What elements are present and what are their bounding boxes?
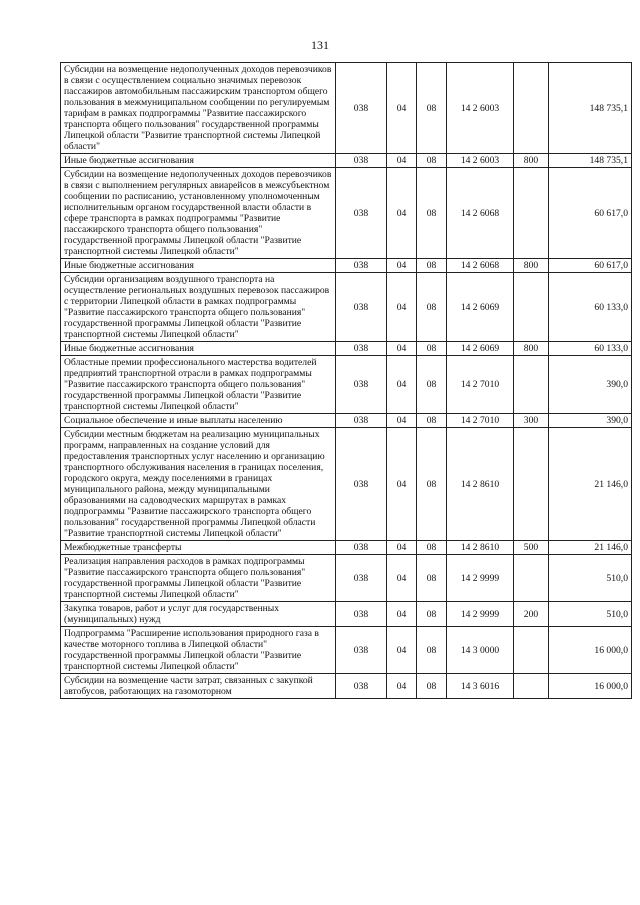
row-name-cell: Субсидии местным бюджетам на реализацию муниципальных программ, направленных на создание условий для предоставления транспортных услуг населению и организацию транспортного обслуживания населения в границах поселения, городского округа, между поселениями в границах муниципального района, между муниципальными образованиями на садоводческих маршрутах в рамках подпрограммы "Развитие пассажирского транспорта общего пользования" государственной программы Липецкой области "Развитие транспортной системы Липецкой области" xyxy=(61,428,336,541)
table-row xyxy=(61,259,632,273)
target-article-cell: 14 2 6003 xyxy=(447,154,514,168)
amount-cell: 16 000,0 xyxy=(549,627,632,674)
amount-cell: 390,0 xyxy=(549,356,632,414)
target-article-cell: 14 3 6016 xyxy=(447,674,514,699)
expense-type-cell xyxy=(514,627,549,674)
target-article-cell: 14 2 6003 xyxy=(447,63,514,154)
admin-code-cell: 038 xyxy=(336,602,387,627)
admin-code-cell: 038 xyxy=(336,63,387,154)
target-article-cell: 14 2 7010 xyxy=(447,414,514,428)
section-code-cell: 04 xyxy=(387,259,417,273)
target-article-cell: 14 2 6069 xyxy=(447,342,514,356)
row-name-cell: Субсидии организациям воздушного транспорта на осуществление региональных воздушных перевозок пассажиров с территории Липецкой области в рамках подпрограммы "Развитие пассажирского транспорта общего пользования" государственной программы Липецкой области "Развитие транспортной системы Липецкой области" xyxy=(61,273,336,342)
section-code-cell: 04 xyxy=(387,555,417,602)
target-article-cell: 14 2 7010 xyxy=(447,356,514,414)
amount-cell: 21 146,0 xyxy=(549,428,632,541)
row-name-cell: Субсидии на возмещение недополученных доходов перевозчиков в связи с осуществлением социально значимых перевозок пассажиров автомобильным пассажирским транспортом общего пользования в межмуниципальном сообщении по регулируемым тарифам в рамках подпрограммы "Развитие пассажирского транспорта общего пользования" государственной программы Липецкой области "Развитие транспортной системы Липецкой области" xyxy=(61,63,336,154)
section-code-cell: 04 xyxy=(387,674,417,699)
amount-cell: 60 617,0 xyxy=(549,168,632,259)
expense-type-cell: 800 xyxy=(514,259,549,273)
amount-cell: 21 146,0 xyxy=(549,541,632,555)
amount-cell: 510,0 xyxy=(549,602,632,627)
table-row xyxy=(61,168,632,259)
row-name-cell: Подпрограмма "Расширение использования природного газа в качестве моторного топлива в Липецкой области" государственной программы Липецкой области "Развитие транспортной системы Липецкой области" xyxy=(61,627,336,674)
table-row xyxy=(61,428,632,541)
row-name-cell: Социальное обеспечение и иные выплаты населению xyxy=(61,414,336,428)
admin-code-cell: 038 xyxy=(336,356,387,414)
section-code-cell: 04 xyxy=(387,428,417,541)
subsection-code-cell: 08 xyxy=(417,356,447,414)
target-article-cell: 14 2 9999 xyxy=(447,555,514,602)
row-name-cell: Реализация направления расходов в рамках подпрограммы "Развитие пассажирского транспорта общего пользования" государственной программы Липецкой области "Развитие транспортной системы Липецкой области" xyxy=(61,555,336,602)
expense-type-cell xyxy=(514,555,549,602)
subsection-code-cell: 08 xyxy=(417,541,447,555)
table-row xyxy=(61,342,632,356)
subsection-code-cell: 08 xyxy=(417,627,447,674)
admin-code-cell: 038 xyxy=(336,259,387,273)
target-article-cell: 14 2 8610 xyxy=(447,428,514,541)
section-code-cell: 04 xyxy=(387,541,417,555)
row-name-cell: Межбюджетные трансферты xyxy=(61,541,336,555)
amount-cell: 16 000,0 xyxy=(549,674,632,699)
amount-cell: 148 735,1 xyxy=(549,154,632,168)
expense-type-cell xyxy=(514,273,549,342)
expense-type-cell xyxy=(514,168,549,259)
subsection-code-cell: 08 xyxy=(417,602,447,627)
admin-code-cell: 038 xyxy=(336,627,387,674)
expense-type-cell xyxy=(514,428,549,541)
page-number: 131 xyxy=(311,38,329,52)
amount-cell: 148 735,1 xyxy=(549,63,632,154)
admin-code-cell: 038 xyxy=(336,674,387,699)
row-name-cell: Иные бюджетные ассигнования xyxy=(61,154,336,168)
subsection-code-cell: 08 xyxy=(417,154,447,168)
subsection-code-cell: 08 xyxy=(417,342,447,356)
expense-type-cell xyxy=(514,63,549,154)
section-code-cell: 04 xyxy=(387,273,417,342)
amount-cell: 510,0 xyxy=(549,555,632,602)
subsection-code-cell: 08 xyxy=(417,414,447,428)
budget-table-body xyxy=(61,63,632,699)
table-row xyxy=(61,627,632,674)
section-code-cell: 04 xyxy=(387,154,417,168)
table-row xyxy=(61,273,632,342)
target-article-cell: 14 2 9999 xyxy=(447,602,514,627)
row-name-cell: Субсидии на возмещение недополученных доходов перевозчиков в связи с выполнением регулярных авиарейсов в межсубъектном сообщении по расписанию, установленному уполномоченным исполнительным органом государственной власти области в сфере транспорта в рамках подпрограммы "Развитие пассажирского транспорта общего пользования" государственной программы Липецкой области "Развитие транспортной системы Липецкой области" xyxy=(61,168,336,259)
expense-type-cell: 300 xyxy=(514,414,549,428)
admin-code-cell: 038 xyxy=(336,414,387,428)
table-row xyxy=(61,602,632,627)
subsection-code-cell: 08 xyxy=(417,555,447,602)
subsection-code-cell: 08 xyxy=(417,259,447,273)
expense-type-cell: 200 xyxy=(514,602,549,627)
admin-code-cell: 038 xyxy=(336,555,387,602)
expense-type-cell xyxy=(514,674,549,699)
expense-type-cell xyxy=(514,356,549,414)
section-code-cell: 04 xyxy=(387,627,417,674)
admin-code-cell: 038 xyxy=(336,168,387,259)
target-article-cell: 14 2 6069 xyxy=(447,273,514,342)
subsection-code-cell: 08 xyxy=(417,63,447,154)
row-name-cell: Закупка товаров, работ и услуг для государственных (муниципальных) нужд xyxy=(61,602,336,627)
row-name-cell: Иные бюджетные ассигнования xyxy=(61,259,336,273)
table-row xyxy=(61,356,632,414)
table-row xyxy=(61,555,632,602)
section-code-cell: 04 xyxy=(387,168,417,259)
expense-type-cell: 800 xyxy=(514,154,549,168)
target-article-cell: 14 2 8610 xyxy=(447,541,514,555)
target-article-cell: 14 2 6068 xyxy=(447,259,514,273)
section-code-cell: 04 xyxy=(387,602,417,627)
section-code-cell: 04 xyxy=(387,342,417,356)
admin-code-cell: 038 xyxy=(336,273,387,342)
row-name-cell: Субсидии на возмещение части затрат, связанных с закупкой автобусов, работающих на газомоторном xyxy=(61,674,336,699)
subsection-code-cell: 08 xyxy=(417,674,447,699)
subsection-code-cell: 08 xyxy=(417,273,447,342)
table-row xyxy=(61,541,632,555)
table-row xyxy=(61,674,632,699)
amount-cell: 60 133,0 xyxy=(549,273,632,342)
table-row xyxy=(61,154,632,168)
amount-cell: 390,0 xyxy=(549,414,632,428)
row-name-cell: Областные премии профессионального мастерства водителей предприятий транспортной отрасли в рамках подпрограммы "Развитие пассажирского транспорта общего пользования" государственной программы Липецкой области "Развитие транспортной системы Липецкой области" xyxy=(61,356,336,414)
target-article-cell: 14 2 6068 xyxy=(447,168,514,259)
table-row xyxy=(61,414,632,428)
amount-cell: 60 617,0 xyxy=(549,259,632,273)
section-code-cell: 04 xyxy=(387,356,417,414)
table-row xyxy=(61,63,632,154)
admin-code-cell: 038 xyxy=(336,428,387,541)
budget-table xyxy=(60,62,632,699)
section-code-cell: 04 xyxy=(387,414,417,428)
subsection-code-cell: 08 xyxy=(417,168,447,259)
admin-code-cell: 038 xyxy=(336,154,387,168)
subsection-code-cell: 08 xyxy=(417,428,447,541)
admin-code-cell: 038 xyxy=(336,342,387,356)
expense-type-cell: 800 xyxy=(514,342,549,356)
target-article-cell: 14 3 0000 xyxy=(447,627,514,674)
row-name-cell: Иные бюджетные ассигнования xyxy=(61,342,336,356)
section-code-cell: 04 xyxy=(387,63,417,154)
admin-code-cell: 038 xyxy=(336,541,387,555)
expense-type-cell: 500 xyxy=(514,541,549,555)
amount-cell: 60 133,0 xyxy=(549,342,632,356)
